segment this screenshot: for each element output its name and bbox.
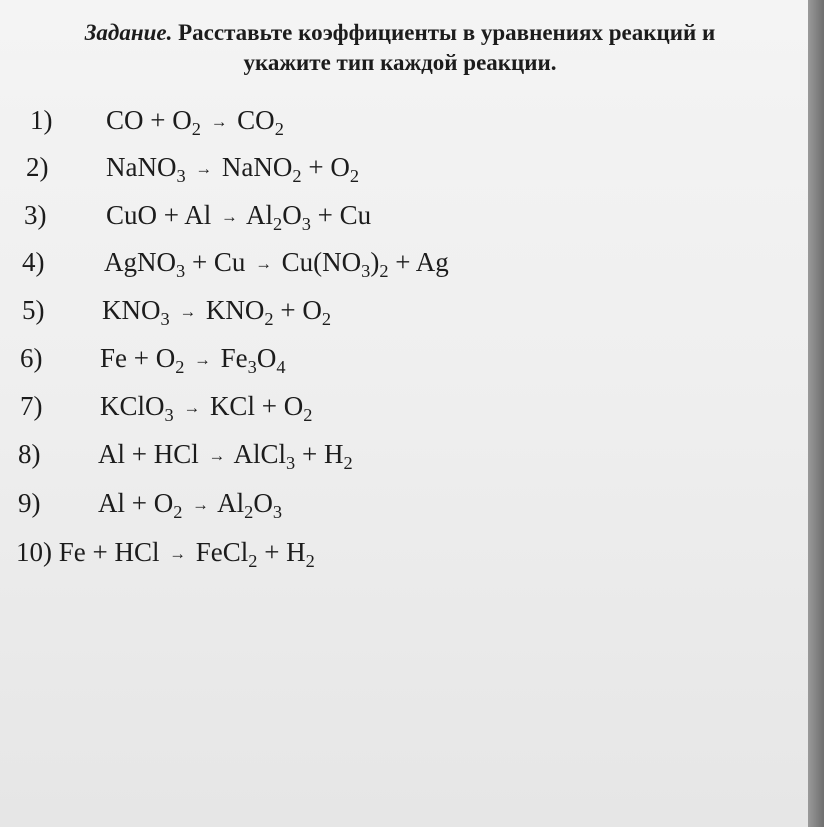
equation-row [16, 536, 315, 570]
subscript: 2 [321, 308, 332, 329]
plus-sign: + [157, 200, 185, 230]
reaction-arrow-icon: → [195, 159, 213, 178]
subscript: 2 [173, 501, 183, 522]
plus-sign: + [254, 391, 284, 421]
equation-text [106, 151, 359, 185]
reaction-arrow-icon: → [208, 446, 226, 465]
subscript: 3 [164, 404, 174, 425]
subscript: 3 [361, 260, 371, 281]
formula-part: ) [370, 247, 380, 277]
formula [172, 105, 201, 139]
formula-part: FeCl [195, 537, 249, 567]
equation-text [106, 104, 284, 138]
formula [100, 391, 174, 425]
plus-sign: + [85, 537, 115, 567]
formula [154, 439, 199, 469]
reaction-arrow-icon: → [169, 544, 186, 563]
equation-text [104, 246, 449, 280]
formula-part: CuO [106, 200, 158, 230]
subscript: 2 [274, 118, 284, 139]
formula-part: Al [246, 200, 274, 230]
task-heading [40, 18, 760, 78]
subscript: 2 [292, 165, 302, 186]
formula-part: Fe [58, 537, 86, 567]
formula [184, 200, 211, 230]
subscript: 2 [244, 501, 254, 522]
subscript: 2 [273, 213, 283, 234]
formula [155, 343, 185, 377]
reaction-arrow-icon: → [179, 302, 197, 321]
formula-part: HCl [153, 439, 199, 469]
page-edge-shadow [808, 0, 824, 827]
formula-part: Ag [415, 247, 449, 277]
equation-number: 9) [18, 488, 41, 518]
formula-part: NaNO [106, 152, 177, 182]
formula [195, 537, 258, 571]
formula-part: Al [98, 488, 125, 518]
formula [106, 152, 186, 186]
equation-text [98, 438, 353, 472]
formula-part: Al [217, 488, 245, 518]
formula [323, 439, 353, 473]
formula-part: O [330, 152, 350, 182]
formula [98, 439, 125, 469]
formula [153, 488, 183, 522]
formula-part: O [153, 488, 174, 518]
formula-part: Fe [100, 343, 127, 373]
subscript: 2 [379, 260, 389, 281]
formula-part: H [323, 439, 344, 469]
equation-text [98, 487, 282, 521]
formula [233, 439, 296, 473]
formula-part: AlCl [233, 439, 287, 469]
formula-part: Al [98, 439, 125, 469]
plus-sign: + [388, 247, 416, 277]
formula-part: Al [184, 200, 212, 230]
equation-number: 7) [20, 391, 43, 421]
reaction-arrow-icon: → [221, 207, 238, 226]
subscript: 2 [264, 308, 274, 329]
plus-sign: + [125, 439, 154, 469]
equation-text [106, 199, 371, 233]
formula [246, 200, 311, 234]
reaction-arrow-icon: → [210, 112, 228, 131]
formula [106, 200, 157, 230]
formula-part: Cu [213, 247, 246, 277]
equation-number: 2) [26, 152, 49, 182]
subscript: 3 [247, 356, 257, 377]
formula [416, 247, 449, 277]
formula-part: KClO [100, 391, 165, 421]
plus-sign: + [143, 105, 173, 135]
subscript: 3 [301, 213, 311, 234]
formula-part: KNO [205, 295, 265, 325]
formula [210, 391, 255, 421]
formula-part: KCl [209, 391, 255, 421]
subscript: 3 [160, 308, 170, 329]
subscript: 2 [305, 550, 315, 571]
formula [59, 537, 86, 567]
formula-part: Cu [339, 200, 372, 230]
subscript: 2 [343, 452, 353, 473]
equation-text [100, 342, 286, 376]
subscript: 3 [176, 260, 186, 281]
formula-part: AgNO [104, 247, 176, 277]
subscript: 2 [248, 550, 258, 571]
formula-part: O [283, 391, 304, 421]
reaction-arrow-icon: → [255, 254, 272, 273]
formula-part: O [302, 295, 322, 325]
plus-sign: + [185, 247, 214, 277]
subscript: 2 [191, 118, 201, 139]
plus-sign: + [301, 152, 331, 182]
equation-number: 4) [22, 247, 45, 277]
formula [330, 152, 359, 186]
formula-part: O [253, 488, 273, 518]
subscript: 3 [176, 165, 186, 186]
formula [286, 537, 315, 571]
equation-number: 6) [20, 343, 43, 373]
subscript: 3 [286, 452, 296, 473]
formula [205, 295, 274, 329]
subscript: 4 [276, 356, 286, 377]
formula-part: H [286, 537, 306, 567]
formula [106, 105, 144, 135]
formula [220, 343, 286, 377]
formula [100, 343, 127, 373]
formula [102, 295, 170, 329]
equation-number: 5) [22, 295, 45, 325]
reaction-arrow-icon: → [183, 398, 201, 417]
formula-part: CO [106, 105, 144, 135]
formula [98, 488, 125, 518]
formula [104, 247, 186, 281]
plus-sign: + [273, 295, 303, 325]
formula [302, 295, 332, 329]
formula-part: KNO [102, 295, 161, 325]
task-label: Задание. [84, 20, 173, 45]
plus-sign: + [295, 439, 324, 469]
formula [281, 247, 389, 281]
formula [237, 105, 284, 139]
formula [221, 152, 302, 186]
formula-part: NaNO [221, 152, 293, 182]
equation-number: 3) [24, 200, 47, 230]
equation-text [102, 294, 331, 328]
plus-sign: + [257, 537, 287, 567]
formula-part: Cu(NO [281, 247, 362, 277]
task-text-line1: Расставьте коэффициенты в уравнениях реакций и [178, 20, 716, 45]
subscript: 2 [303, 404, 313, 425]
equation-text [58, 537, 315, 571]
formula-part: HCl [114, 537, 160, 567]
formula-part: O [256, 343, 277, 373]
equation-text [100, 390, 312, 424]
formula-part: O [172, 105, 192, 135]
formula [340, 200, 372, 230]
formula [114, 537, 159, 567]
formula [214, 247, 246, 277]
reaction-arrow-icon: → [194, 350, 211, 369]
formula [283, 391, 313, 425]
formula-part: Fe [220, 343, 248, 373]
plus-sign: + [125, 488, 154, 518]
subscript: 2 [349, 165, 359, 186]
formula-part: CO [237, 105, 275, 135]
formula-part: O [155, 343, 176, 373]
equation-number: 10) [16, 537, 59, 567]
subscript: 3 [272, 501, 283, 522]
equation-number: 1) [30, 105, 53, 135]
subscript: 2 [175, 356, 185, 377]
equation-number: 8) [18, 439, 41, 469]
formula-part: O [282, 200, 302, 230]
plus-sign: + [127, 343, 156, 373]
plus-sign: + [310, 200, 340, 230]
reaction-arrow-icon: → [192, 495, 209, 514]
task-text-line2: укажите тип каждой реакции. [243, 50, 557, 75]
formula [217, 488, 283, 522]
task-heading-line1 [40, 18, 760, 48]
